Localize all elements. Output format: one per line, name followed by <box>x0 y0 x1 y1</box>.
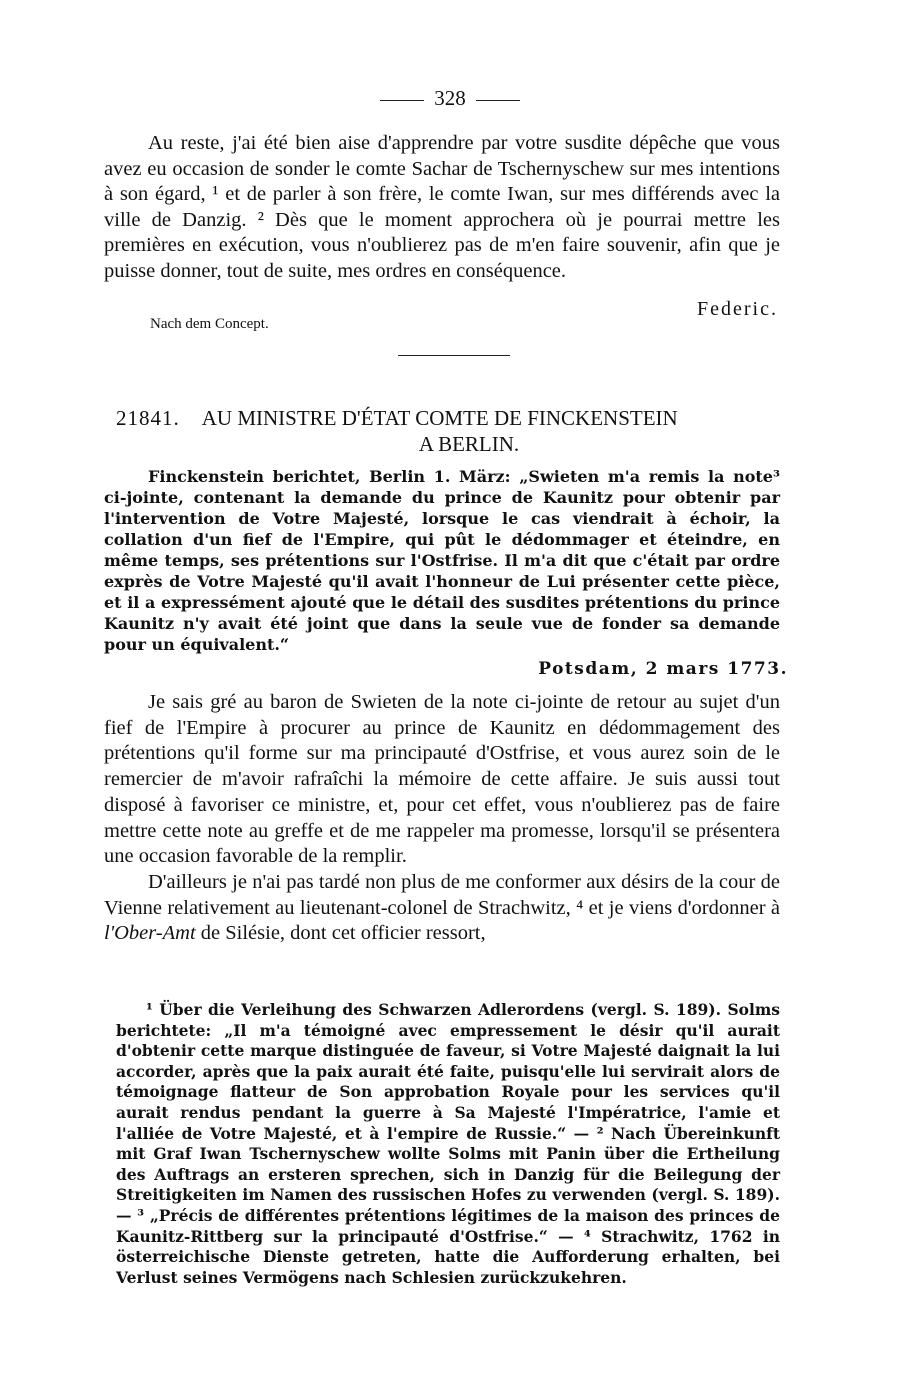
letter-body <box>104 690 780 947</box>
report-summary <box>104 466 780 655</box>
source-note: Nach dem Concept. <box>150 316 269 332</box>
letter-heading-line2: A BERLIN. <box>418 432 520 456</box>
report-summary-text: Finckenstein berichtet, Berlin 1. März: „Swieten m'a remis la note³ ci-jointe, contenant la demande du prince de Kaunitz pour obtenir par l'intervention de Votre Majesté, lorsque le cas viendrait à échoir, la collation d'un fief de l'Empire, qui pût le dédommager et éteindre, en même temps, ses prétentions sur l'Ostfrise. Il m'a dit que c'était par ordre exprès de Votre Majesté qu'il avait l'honneur de Lui présenter cette pièce, et il a expressément ajouté que le détail des susdites prétentions du prince Kaunitz n'y avait été joint que dans la seule vue de fonder sa demande pour un équivalent.“ <box>104 467 780 654</box>
section-divider <box>398 355 510 356</box>
page-number: 328 <box>434 86 466 110</box>
footnotes <box>116 1000 780 1288</box>
intro-paragraph-block <box>104 131 780 284</box>
footnotes-text: ¹ Über die Verleihung des Schwarzen Adlerordens (vergl. S. 189). Solms berichtete: „Il m'a témoigné avec empressement le désir qu'il aurait d'obtenir cette marque distinguée de faveur, si Votre Majesté daignait la lui accorder, après que la paix aurait été faite, puisqu'elle lui servirait alors de témoignage flatteur de Son approbation Royale pour les services qu'il aurait rendus pendant la guerre à Sa Majesté l'Impératrice, l'amie et l'alliée de Votre Majesté, et à l'empire de Russie.“ — ² Nach Übereinkunft mit Graf Iwan Tschernyschew wollte Solms mit Panin über die Ertheilung des Auftrags an ersteren sprechen, sich in Danzig für die Beilegung der Streitigkeiten im Namen des russischen Hofes zu verwenden (vergl. S. 189). — ³ „Précis de différentes prétentions légitimes de la maison des princes de Kaunitz-Rittberg sur la principauté d'Ostfrise.“ — ⁴ Strachwitz, 1762 in österreichische Dienste getreten, hatte die Aufforderung erhalten, bei Verlust seines Vermögens nach Schlesien zurückzukehren. <box>116 1000 780 1287</box>
letter-paragraph-2 <box>104 870 780 947</box>
letter-heading-line1: AU MINISTRE D'ÉTAT COMTE DE FINCKENSTEIN <box>201 406 678 430</box>
letter-number: 21841. <box>116 406 180 430</box>
header-dash-right <box>476 100 520 101</box>
page-header <box>0 84 900 112</box>
dateline: Potsdam, 2 mars 1773. <box>538 659 788 679</box>
signature: Federic. <box>697 298 778 320</box>
letter-paragraph-1: Je sais gré au baron de Swieten de la note ci-jointe de retour au sujet d'un fief de l'Empire à procurer au prince de Kaunitz en dédommagement des prétentions qu'il forme sur ma principauté d'Ostfrise, et vous aurez soin de le remercier de m'avoir rafraîchi la mémoire de cette affaire. Je suis aussi tout disposé à favoriser ce ministre, et, pour cet effet, vous n'oublierez pas de faire mettre cette note au greffe et de me rappeler ma promesse, lorsqu'il se présentera une occasion favorable de la remplir. <box>104 691 780 868</box>
letter-paragraph-2-italic: l'Ober-Amt <box>104 922 196 945</box>
letter-heading <box>116 405 792 457</box>
header-dash-left <box>380 100 424 101</box>
intro-paragraph: Au reste, j'ai été bien aise d'apprendre par votre susdite dépêche que vous avez eu occasion de sonder le comte Sachar de Tschernyschew sur mes intentions à son égard, ¹ et de parler à son frère, le comte Iwan, sur mes différends avec la ville de Danzig. ² Dès que le moment approchera où je pourrai mettre les premières en exécution, vous n'oublierez pas de m'en faire souvenir, afin que je puisse donner, tout de suite, mes ordres en conséquence. <box>104 132 780 282</box>
letter-paragraph-2-start: D'ailleurs je n'ai pas tardé non plus de me conformer aux désirs de la cour de Vienne relativement au lieutenant-colonel de Strachwitz, ⁴ et je viens d'ordonner à <box>104 870 780 919</box>
letter-paragraph-2-end: de Silésie, dont cet officier ressort, <box>195 922 486 945</box>
